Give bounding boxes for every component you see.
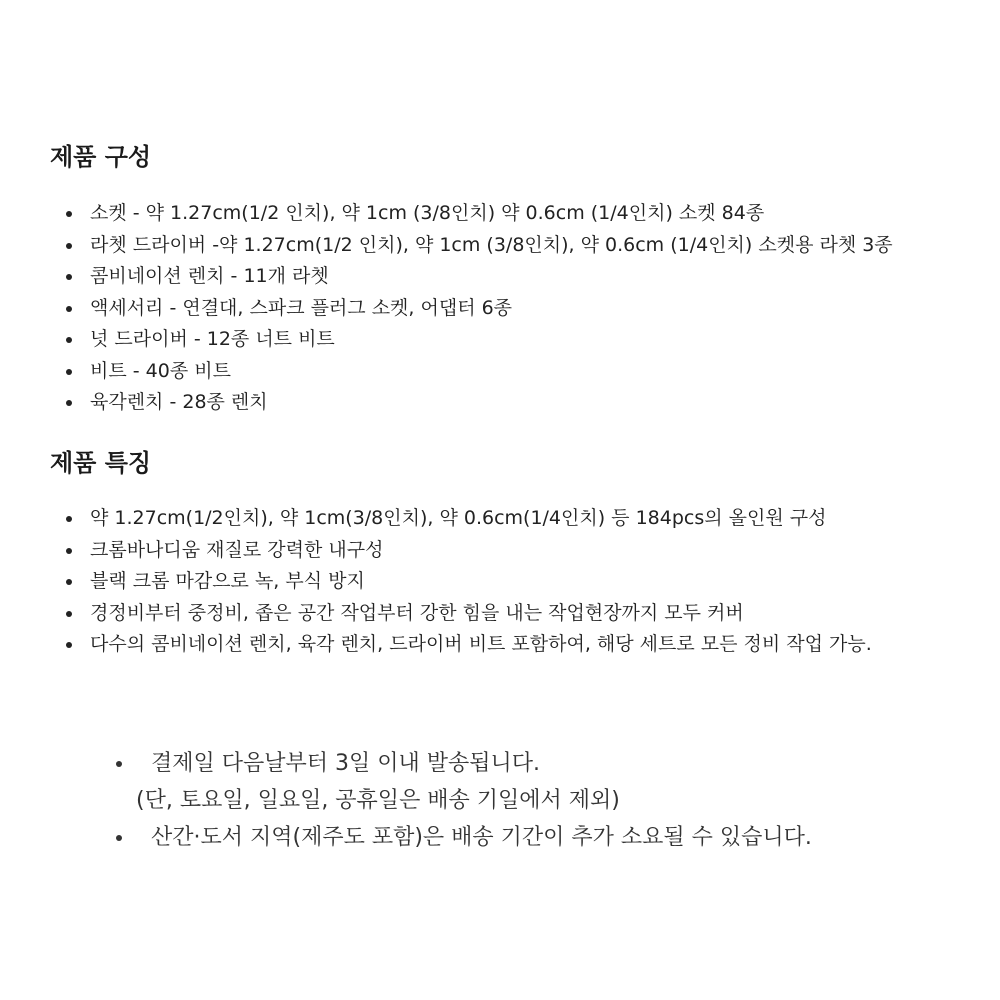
shipping-dispatch-text: 결제일 다음날부터 3일 이내 발송됩니다. [151,751,540,776]
bullet-icon [116,835,122,841]
features-title: 제품 특징 [50,449,152,477]
list-item: 콤비네이션 렌치 - 11개 라쳇 [0,261,893,293]
composition-list [0,198,893,419]
shipping-item [0,819,1000,856]
list-item: 블랙 크롬 마감으로 녹, 부식 방지 [0,566,872,598]
list-item: 비트 - 40종 비트 [0,356,893,388]
shipping-exclusion-note: (단, 토요일, 일요일, 공휴일은 배송 기일에서 제외) [136,788,620,813]
features-list [0,503,872,661]
list-item: 넛 드라이버 - 12종 너트 비트 [0,324,893,356]
list-item: 액세서리 - 연결대, 스파크 플러그 소켓, 어댑터 6종 [0,293,893,325]
shipping-remote-area-text: 산간·도서 지역(제주도 포함)은 배송 기간이 추가 소요될 수 있습니다. [151,825,812,850]
list-item: 크롬바나디움 재질로 강력한 내구성 [0,535,872,567]
list-item: 약 1.27cm(1/2인치), 약 1cm(3/8인치), 약 0.6cm(1/4인치) 등 184pcs의 올인원 구성 [0,503,872,535]
shipping-note-row [0,782,1000,819]
list-item: 다수의 콤비네이션 렌치, 육각 렌치, 드라이버 비트 포함하여, 해당 세트로 모든 정비 작업 가능. [0,629,872,661]
shipping-item [0,745,1000,782]
list-item: 라쳇 드라이버 -약 1.27cm(1/2 인치), 약 1cm (3/8인치), 약 0.6cm (1/4인치) 소켓용 라쳇 3종 [0,230,893,262]
shipping-notice [0,745,1000,856]
list-item: 육각렌치 - 28종 렌치 [0,387,893,419]
composition-title: 제품 구성 [50,143,152,171]
bullet-icon [116,761,122,767]
list-item: 경정비부터 중정비, 좁은 공간 작업부터 강한 힘을 내는 작업현장까지 모두 커버 [0,598,872,630]
list-item: 소켓 - 약 1.27cm(1/2 인치), 약 1cm (3/8인치) 약 0.6cm (1/4인치) 소켓 84종 [0,198,893,230]
